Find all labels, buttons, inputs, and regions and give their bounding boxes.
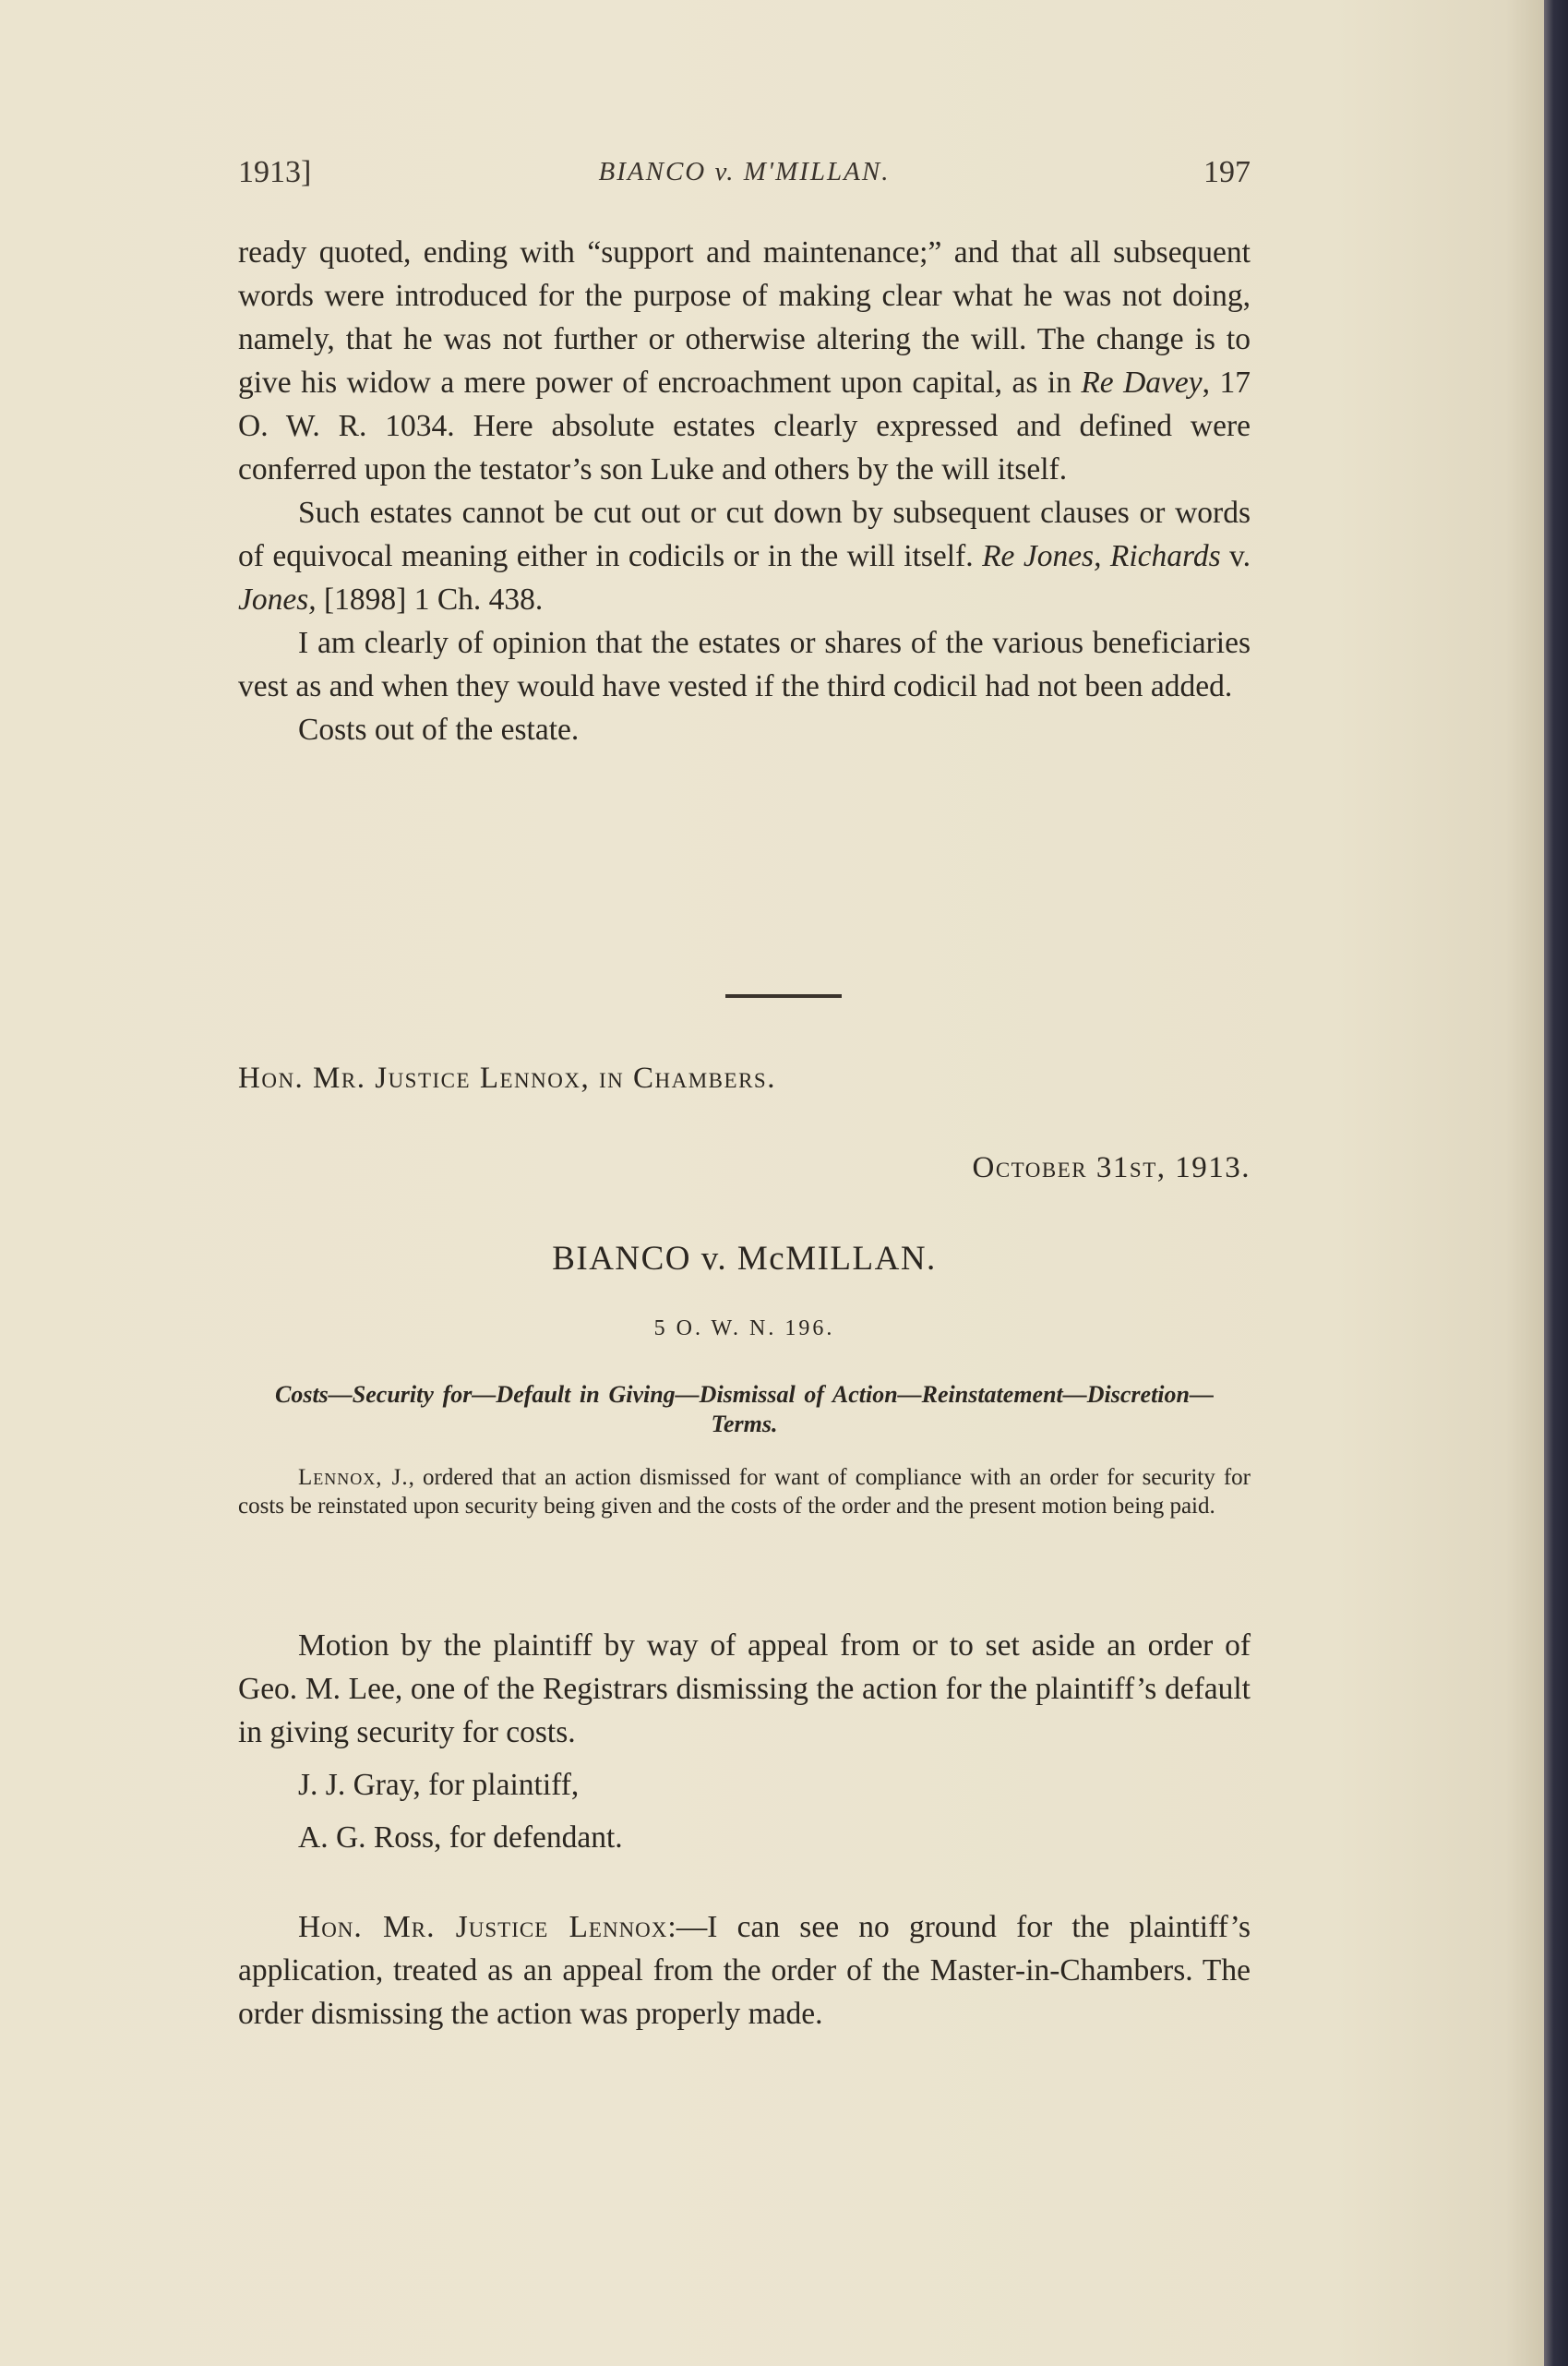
case-citation: 5 O. W. N. 196. — [653, 1316, 835, 1340]
section-divider — [725, 994, 842, 998]
header-running-title: BIANCO v. M'MILLAN. — [598, 157, 891, 186]
catchwords: Costs—Security for—Default in Giving—Dismissal of Action—Reinstatement—Discretion—Terms. — [275, 1381, 1214, 1437]
running-header — [238, 155, 1251, 201]
book-spine — [1544, 0, 1568, 2366]
paragraph-3: I am clearly of opinion that the estates or shares of the various beneficiaries vest as and when they would have vested if the third codicil had not been added. — [238, 626, 1251, 703]
page-number: 197 — [1203, 155, 1251, 189]
paragraph-2: Such estates cannot be cut out or cut down by subsequent clauses or words of equivocal meaning either in codicils or in the will itself. Re Jones, Richards v. Jones, [1898] 1 Ch. 438. — [238, 496, 1251, 617]
counsel-plaintiff: J. J. Gray, for plaintiff, — [298, 1768, 580, 1802]
header-year: 1913] — [238, 155, 312, 189]
court-line: Hon. Mr. Justice Lennox, in Chambers. — [238, 1062, 776, 1095]
case-body — [238, 1624, 1251, 2036]
counsel-defendant: A. G. Ross, for defendant. — [298, 1820, 623, 1855]
motion-paragraph: Motion by the plaintiff by way of appeal from or to set aside an order of Geo. M. Lee, one of the Registrars dismissing the action for the plaintiff’s default in giving security for costs. — [238, 1628, 1251, 1749]
paragraph-4: Costs out of the estate. — [298, 713, 580, 747]
case-name-re-davey: Re Davey — [1081, 366, 1203, 400]
case-title: BIANCO v. McMILLAN. — [552, 1240, 937, 1278]
judgment-date: October 31st, 1913. — [972, 1151, 1251, 1184]
paragraph-1: ready quoted, ending with “support and maintenance;” and that all subsequent words were introduced for the purpose of making clear what he was not doing, namely, that he was not further or otherwise altering the will. The change is to give his widow a mere power of encroachment upon capital, as in Re Davey, 17 O. W. R. 1034. Here absolute estates clearly expressed and defined were conferred upon the testator’s son Luke and others by the will itself. — [238, 235, 1251, 486]
opinion-continuation — [238, 231, 1251, 751]
headnote: Lennox, J., ordered that an action dismissed for want of compliance with an order for security for costs be reinstated upon security being given and the costs of the order and the present motion being paid. — [238, 1465, 1251, 1519]
judgment-paragraph: Hon. Mr. Justice Lennox:—I can see no ground for the plaintiff’s application, treated as an appeal from the order of the Master-in-Chambers. The order dismissing the action was properly made. — [238, 1910, 1251, 2031]
